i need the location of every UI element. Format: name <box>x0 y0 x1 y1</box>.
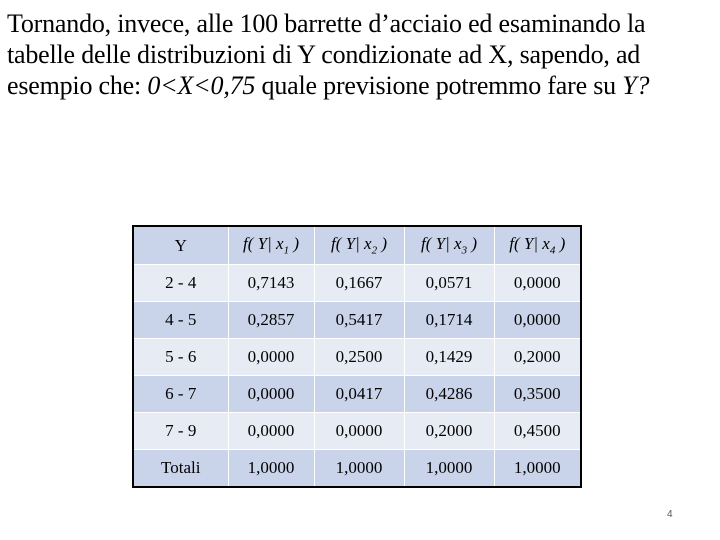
table-cell: 1,0000 <box>404 450 494 488</box>
table-row <box>133 376 581 413</box>
row-label: Totali <box>133 450 228 488</box>
header-col-3 <box>404 226 494 265</box>
table-row <box>133 302 581 339</box>
table-cell: 0,0000 <box>314 413 404 450</box>
header-col-1-suffix: ) <box>289 234 299 254</box>
header-col-4-sub: 4 <box>549 244 556 257</box>
header-col-4 <box>494 226 581 265</box>
header-col-3-prefix: f( Y| x <box>421 234 462 254</box>
header-col-4-suffix: ) <box>555 234 566 254</box>
header-col-2 <box>314 226 404 265</box>
table-cell: 0,0417 <box>314 376 404 413</box>
header-col-2-prefix: f( Y| x <box>331 234 372 254</box>
table-cell: 0,7143 <box>228 265 314 302</box>
table-cell: 0,5417 <box>314 302 404 339</box>
table-cell: 1,0000 <box>314 450 404 488</box>
header-col-3-sub: 3 <box>461 244 468 257</box>
table-cell: 0,4286 <box>404 376 494 413</box>
header-col-1 <box>228 226 314 265</box>
intro-line-3-b: quale previsione potremmo fare su <box>255 71 623 100</box>
table-cell: 0,0000 <box>228 376 314 413</box>
table-cell: 0,0571 <box>404 265 494 302</box>
page-number: 4 <box>667 509 673 520</box>
table-row <box>133 413 581 450</box>
intro-condition: 0<X<0,75 <box>147 71 256 100</box>
table-cell: 0,1429 <box>404 339 494 376</box>
row-label: 5 - 6 <box>133 339 228 376</box>
intro-line-1: Tornando, invece, alle 100 barrette d’acciaio ed esaminando la <box>7 9 646 38</box>
table-cell: 0,2000 <box>494 339 581 376</box>
header-col-1-prefix: f( Y| x <box>243 234 284 254</box>
header-col-4-prefix: f( Y| x <box>509 234 550 254</box>
table-cell: 0,0000 <box>228 413 314 450</box>
header-col-2-suffix: ) <box>377 234 387 254</box>
table-cell: 0,0000 <box>494 302 581 339</box>
intro-line-3-a: esempio che: <box>7 71 148 100</box>
table-header-row <box>133 226 581 265</box>
table-cell: 0,3500 <box>494 376 581 413</box>
table-cell: 0,0000 <box>228 339 314 376</box>
intro-variable: Y? <box>622 71 650 100</box>
table-cell: 0,2857 <box>228 302 314 339</box>
table-cell: 0,4500 <box>494 413 581 450</box>
header-col-3-suffix: ) <box>467 234 477 254</box>
table-row <box>133 265 581 302</box>
conditional-distribution-table-wrap <box>132 225 582 488</box>
conditional-distribution-table <box>132 225 582 488</box>
table-cell: 0,0000 <box>494 265 581 302</box>
row-label: 4 - 5 <box>133 302 228 339</box>
table-cell: 1,0000 <box>494 450 581 488</box>
table-row <box>133 339 581 376</box>
table-cell: 0,1714 <box>404 302 494 339</box>
table-cell: 1,0000 <box>228 450 314 488</box>
table-cell: 0,2000 <box>404 413 494 450</box>
intro-text <box>7 8 715 101</box>
table-cell: 0,2500 <box>314 339 404 376</box>
row-label: 6 - 7 <box>133 376 228 413</box>
table-cell: 0,1667 <box>314 265 404 302</box>
row-label: 2 - 4 <box>133 265 228 302</box>
intro-line-2: tabelle delle distribuzioni di Y condizionate ad X, sapendo, ad <box>7 40 641 69</box>
header-y: Y <box>133 226 228 265</box>
row-label: 7 - 9 <box>133 413 228 450</box>
header-col-1-sub: 1 <box>283 244 290 257</box>
header-col-2-sub: 2 <box>371 244 378 257</box>
totals-row <box>133 450 581 488</box>
